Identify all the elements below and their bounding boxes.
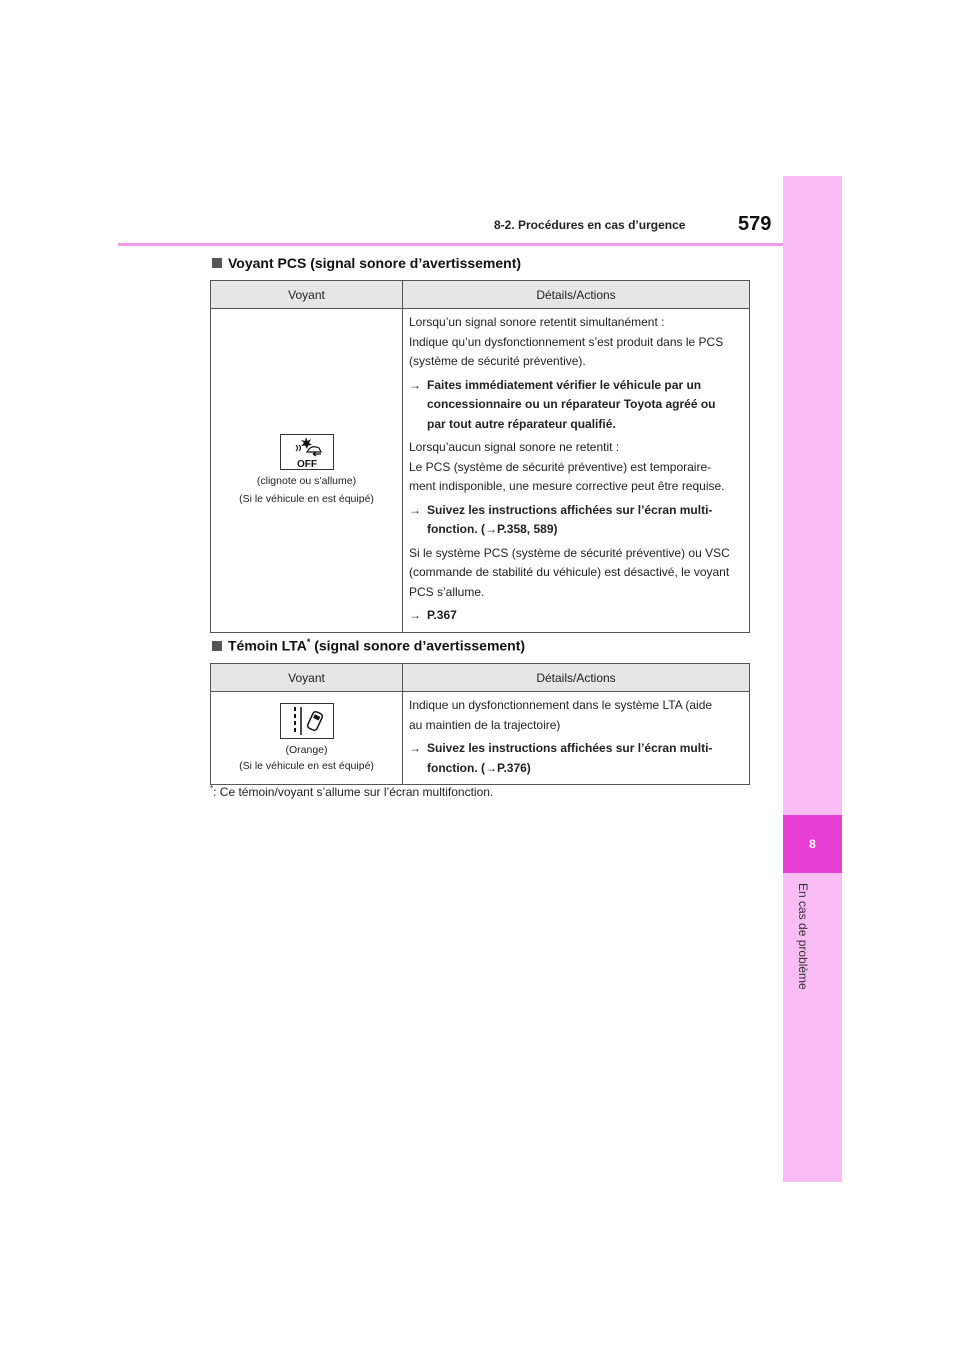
chapter-number: 8 — [809, 837, 816, 851]
text-line: Faites immédiatement vérifier le véhicule par un — [427, 377, 702, 392]
side-tab — [783, 176, 842, 1182]
page-reference[interactable]: P.367 — [427, 608, 457, 622]
footnote-marker: * — [306, 637, 311, 647]
text-line: Si le système PCS (système de sécurité préventive) ou VSC — [409, 545, 730, 560]
table-header-voyant: Voyant — [211, 281, 403, 309]
text-line: ment indisponible, une mesure corrective peut être requise. — [409, 479, 725, 493]
chapter-label-text: En cas de problème — [796, 883, 810, 990]
lta-icon-caption-2: (Si le véhicule en est équipé) — [239, 759, 374, 772]
table-header-details: Détails/Actions — [403, 281, 750, 309]
text-line: Le PCS (système de sécurité préventive) est temporaire- — [409, 459, 712, 474]
lta-warning-table — [210, 663, 750, 785]
arrow-right-icon: → — [484, 760, 497, 775]
pcs-icon-caption-1: (clignote ou s’allume) — [256, 474, 357, 487]
page-reference[interactable]: fonction. (→P.358, 589) — [427, 522, 558, 536]
text-line: (commande de stabilité du véhicule) est désactivé, le voyant — [409, 565, 730, 579]
text-line: Suivez les instructions affichées sur l’écran multi- — [427, 741, 713, 755]
lta-icon-cell — [211, 692, 403, 785]
text-line: PCS s’allume. — [409, 584, 485, 599]
pcs-warning-table — [210, 280, 750, 633]
action-item — [409, 501, 743, 540]
pcs-icon-text: OFF — [296, 458, 317, 469]
lta-details-cell — [403, 692, 750, 785]
action-item — [409, 606, 743, 626]
bullet-square-icon — [212, 258, 222, 268]
bullet-square-icon — [212, 641, 222, 651]
header-section-title: 8-2. Procédures en cas d’urgence — [494, 218, 686, 232]
text-line: Lorsqu’un signal sonore retentit simultanément : — [409, 315, 665, 329]
text-line: Suivez les instructions affichées sur l’écran multi- — [427, 502, 713, 517]
action-item — [409, 376, 743, 435]
table-header-voyant: Voyant — [211, 664, 403, 692]
chapter-tab[interactable] — [783, 815, 842, 873]
chapter-label — [796, 883, 830, 1013]
section-title-lta: Témoin LTA* (signal sonore d’avertissement) — [212, 637, 525, 654]
footnote-text: : Ce témoin/voyant s’allume sur l’écran multifonction. — [213, 785, 494, 799]
header-divider — [118, 243, 783, 246]
lta-icon-caption-1: (Orange) — [285, 743, 328, 756]
pcs-details-cell — [403, 309, 750, 633]
text-line: Indique qu’un dysfonctionnement s’est produit dans le PCS — [409, 334, 724, 349]
text-line: Lorsqu’aucun signal sonore ne retentit : — [409, 440, 620, 454]
text-line: (système de sécurité préventive). — [409, 354, 586, 368]
pcs-icon-cell — [211, 309, 403, 633]
pcs-icon-caption-2: (Si le véhicule en est équipé) — [239, 492, 374, 505]
table-header-details: Détails/Actions — [403, 664, 750, 692]
text-line: Indique un dysfonctionnement dans le système LTA (aide — [409, 698, 713, 712]
pcs-warning-icon — [280, 434, 334, 470]
section-title-pcs: Voyant PCS (signal sonore d’avertissement) — [212, 255, 521, 271]
arrow-right-icon: → — [409, 377, 421, 392]
arrow-right-icon: → — [409, 502, 421, 517]
page-number: 579 — [738, 213, 772, 235]
action-item — [409, 739, 743, 778]
page-reference[interactable]: fonction. (→P.376) — [427, 760, 531, 775]
text-line: par tout autre réparateur qualifié. — [427, 416, 616, 431]
arrow-right-icon: → — [484, 522, 497, 536]
arrow-right-icon: → — [409, 608, 421, 622]
lane-departure-icon — [280, 703, 334, 739]
footnote-marker: * — [210, 784, 214, 793]
text-line: au maintien de la trajectoire) — [409, 717, 561, 732]
arrow-right-icon: → — [409, 741, 421, 755]
footnote — [210, 784, 493, 799]
text-line: concessionnaire ou un réparateur Toyota agréé ou — [427, 397, 716, 411]
